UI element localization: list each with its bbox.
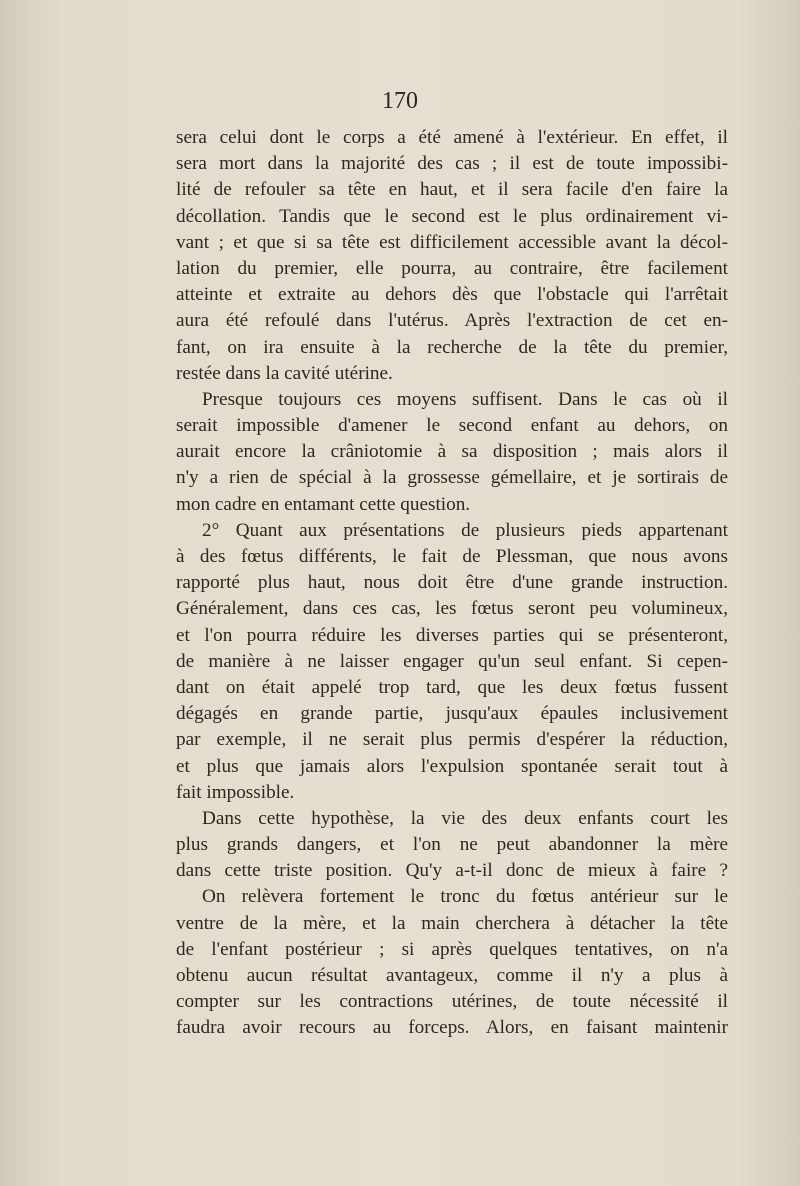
- text-line: 2° Quant aux présentations de plusieurs pieds appartenant: [202, 519, 728, 541]
- text-line: fant, on ira ensuite à la recherche de la tête du premier,: [176, 336, 728, 358]
- text-line: dant on était appelé trop tard, que les deux fœtus fussent: [176, 676, 728, 698]
- text-line: n'y a rien de spécial à la grossesse gémellaire, et je sortirais de: [176, 467, 728, 489]
- text-line: et l'on pourra réduire les diverses parties qui se présenteront,: [176, 624, 728, 646]
- text-line: lité de refouler sa tête en haut, et il sera facile d'en faire la: [176, 179, 728, 201]
- body-text: [176, 125, 728, 1042]
- text-line: faudra avoir recours au forceps. Alors, en faisant maintenir: [176, 1017, 728, 1039]
- text-line: rapporté plus haut, nous doit être d'une grande instruction.: [176, 572, 728, 594]
- text-line: sera celui dont le corps a été amené à l'extérieur. En effet, il: [176, 127, 728, 148]
- text-line: de l'enfant postérieur ; si après quelques tentatives, on n'a: [176, 938, 728, 960]
- text-line: Généralement, dans ces cas, les fœtus seront peu volumineux,: [176, 598, 728, 620]
- text-line: sera mort dans la majorité des cas ; il est de toute impossibi-: [176, 153, 728, 175]
- text-line: et plus que jamais alors l'expulsion spontanée serait tout à: [176, 755, 728, 777]
- text-line: à des fœtus différents, le fait de Plessman, que nous avons: [176, 546, 728, 567]
- text-line: restée dans la cavité utérine.: [176, 362, 393, 384]
- text-line: Presque toujours ces moyens suffisent. Dans le cas où il: [202, 388, 728, 410]
- text-line: obtenu aucun résultat avantageux, comme il n'y a plus à: [176, 965, 728, 986]
- text-line: aura été refoulé dans l'utérus. Après l'extraction de cet en-: [176, 310, 728, 332]
- page-number: 170: [382, 88, 418, 114]
- text-line: par exemple, il ne serait plus permis d'espérer la réduction,: [176, 729, 728, 751]
- text-line: dégagés en grande partie, jusqu'aux épaules inclusivement: [176, 703, 728, 725]
- text-line: compter sur les contractions utérines, de toute nécessité il: [176, 991, 728, 1013]
- text-line: serait impossible d'amener le second enfant au dehors, on: [176, 415, 728, 437]
- text-line: lation du premier, elle pourra, au contraire, être facilement: [176, 257, 728, 279]
- text-line: vant ; et que si sa tête est difficilement accessible avant la décol-: [176, 231, 728, 253]
- text-line: mon cadre en entamant cette question.: [176, 493, 471, 515]
- text-line: de manière à ne laisser engager qu'un seul enfant. Si cepen-: [176, 650, 728, 672]
- text-line: dans cette triste position. Qu'y a-t-il donc de mieux à faire ?: [176, 860, 728, 882]
- text-line: Dans cette hypothèse, la vie des deux enfants court les: [202, 807, 728, 829]
- text-line: atteinte et extraite au dehors dès que l'obstacle qui l'arrêtait: [176, 284, 728, 306]
- text-line: fait impossible.: [176, 781, 295, 803]
- text-line: aurait encore la crâniotomie à sa disposition ; mais alors il: [176, 441, 728, 463]
- text-line: On relèvera fortement le tronc du fœtus antérieur sur le: [202, 886, 728, 908]
- text-line: ventre de la mère, et la main cherchera à détacher la tête: [176, 912, 728, 934]
- text-line: décollation. Tandis que le second est le plus ordinairement vi-: [176, 205, 728, 227]
- text-line: plus grands dangers, et l'on ne peut abandonner la mère: [176, 834, 728, 856]
